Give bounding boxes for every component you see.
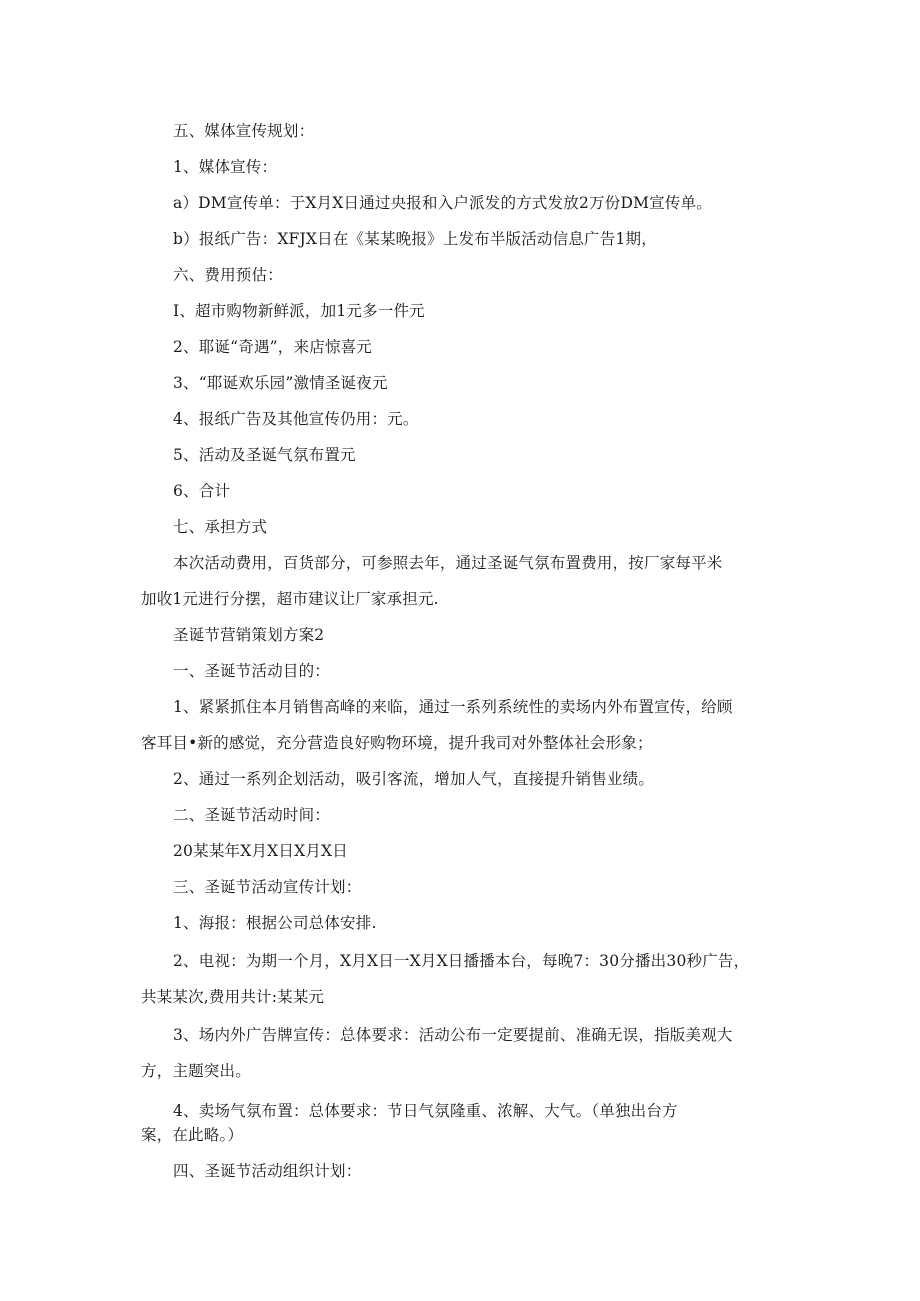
heading-cost-bearing: 七、承担方式 (173, 518, 268, 536)
activity-date: 20某某年X月X日X月X日 (173, 842, 348, 860)
item-newspaper-ad: b）报纸广告：XFJX日在《某某晚报》上发布半版活动信息广告1期， (173, 230, 657, 248)
paragraph-cost-bearing-line1: 本次活动费用，百货部分，可参照去年，通过圣诞气氛布置费用，按厂家每平米 (173, 554, 723, 572)
section-title-plan-2: 圣诞节营销策划方案2 (173, 626, 325, 644)
heading-activity-time: 二、圣诞节活动时间： (173, 806, 331, 824)
promo-item-decoration-line2: 案，在此略。） (141, 1126, 244, 1144)
purpose-item-1-line1: 1、紧紧抓住本月销售高峰的来临，通过一系列系统性的卖场内外布置宣传，给顾 (173, 698, 733, 716)
purpose-item-2: 2、通过一系列企划活动，吸引客流，增加人气，直接提升销售业绩。 (173, 770, 655, 788)
cost-item-3: 3、“耶诞欢乐园”激情圣诞夜元 (173, 374, 388, 392)
item-media-promo: 1、媒体宣传： (173, 158, 278, 176)
promo-item-poster: 1、海报：根据公司总体安排. (173, 914, 377, 932)
heading-organization-plan: 四、圣诞节活动组织计划： (173, 1162, 362, 1180)
promo-item-tv-line2: 共某某次,费用共计:某某元 (141, 988, 325, 1006)
cost-item-4: 4、报纸广告及其他宣传仍用：元。 (173, 410, 419, 428)
cost-item-5: 5、活动及圣诞气氛布置元 (173, 446, 356, 464)
heading-media-plan: 五、媒体宣传规划： (173, 122, 315, 140)
cost-item-2: 2、耶诞“奇遇”，来店惊喜元 (173, 338, 373, 356)
heading-purpose: 一、圣诞节活动目的： (173, 662, 331, 680)
promo-item-billboard-line2: 方，主题突出。 (141, 1062, 251, 1080)
paragraph-cost-bearing-line2: 加收1元进行分摆，超市建议让厂家承担元. (141, 590, 439, 608)
cost-item-total: 6、合计 (173, 482, 231, 500)
cost-item-1: I、超市购物新鲜派，加1元多一件元 (173, 302, 425, 320)
heading-cost-estimate: 六、费用预估： (173, 266, 283, 284)
promo-item-decoration-line1: 4、卖场气氛布置：总体要求：节日气氛隆重、浓解、大气。（单独出台方 (173, 1102, 678, 1120)
purpose-item-1-line2: 客耳目•新的感觉，充分营造良好购物环境，提升我司对外整体社会形象； (141, 734, 653, 752)
promo-item-billboard-line1: 3、场内外广告牌宣传：总体要求：活动公布一定要提前、准确无误，指版美观大 (173, 1026, 733, 1044)
item-dm-flyer: a）DM宣传单：于X月X日通过央报和入户派发的方式发放2万份DM宣传单。 (173, 194, 712, 212)
promo-item-tv-line1: 2、电视：为期一个月，X月X日一X月X日播播本台，每晚7：30分播出30秒广告， (173, 952, 750, 970)
heading-promo-plan: 三、圣诞节活动宣传计划： (173, 878, 362, 896)
